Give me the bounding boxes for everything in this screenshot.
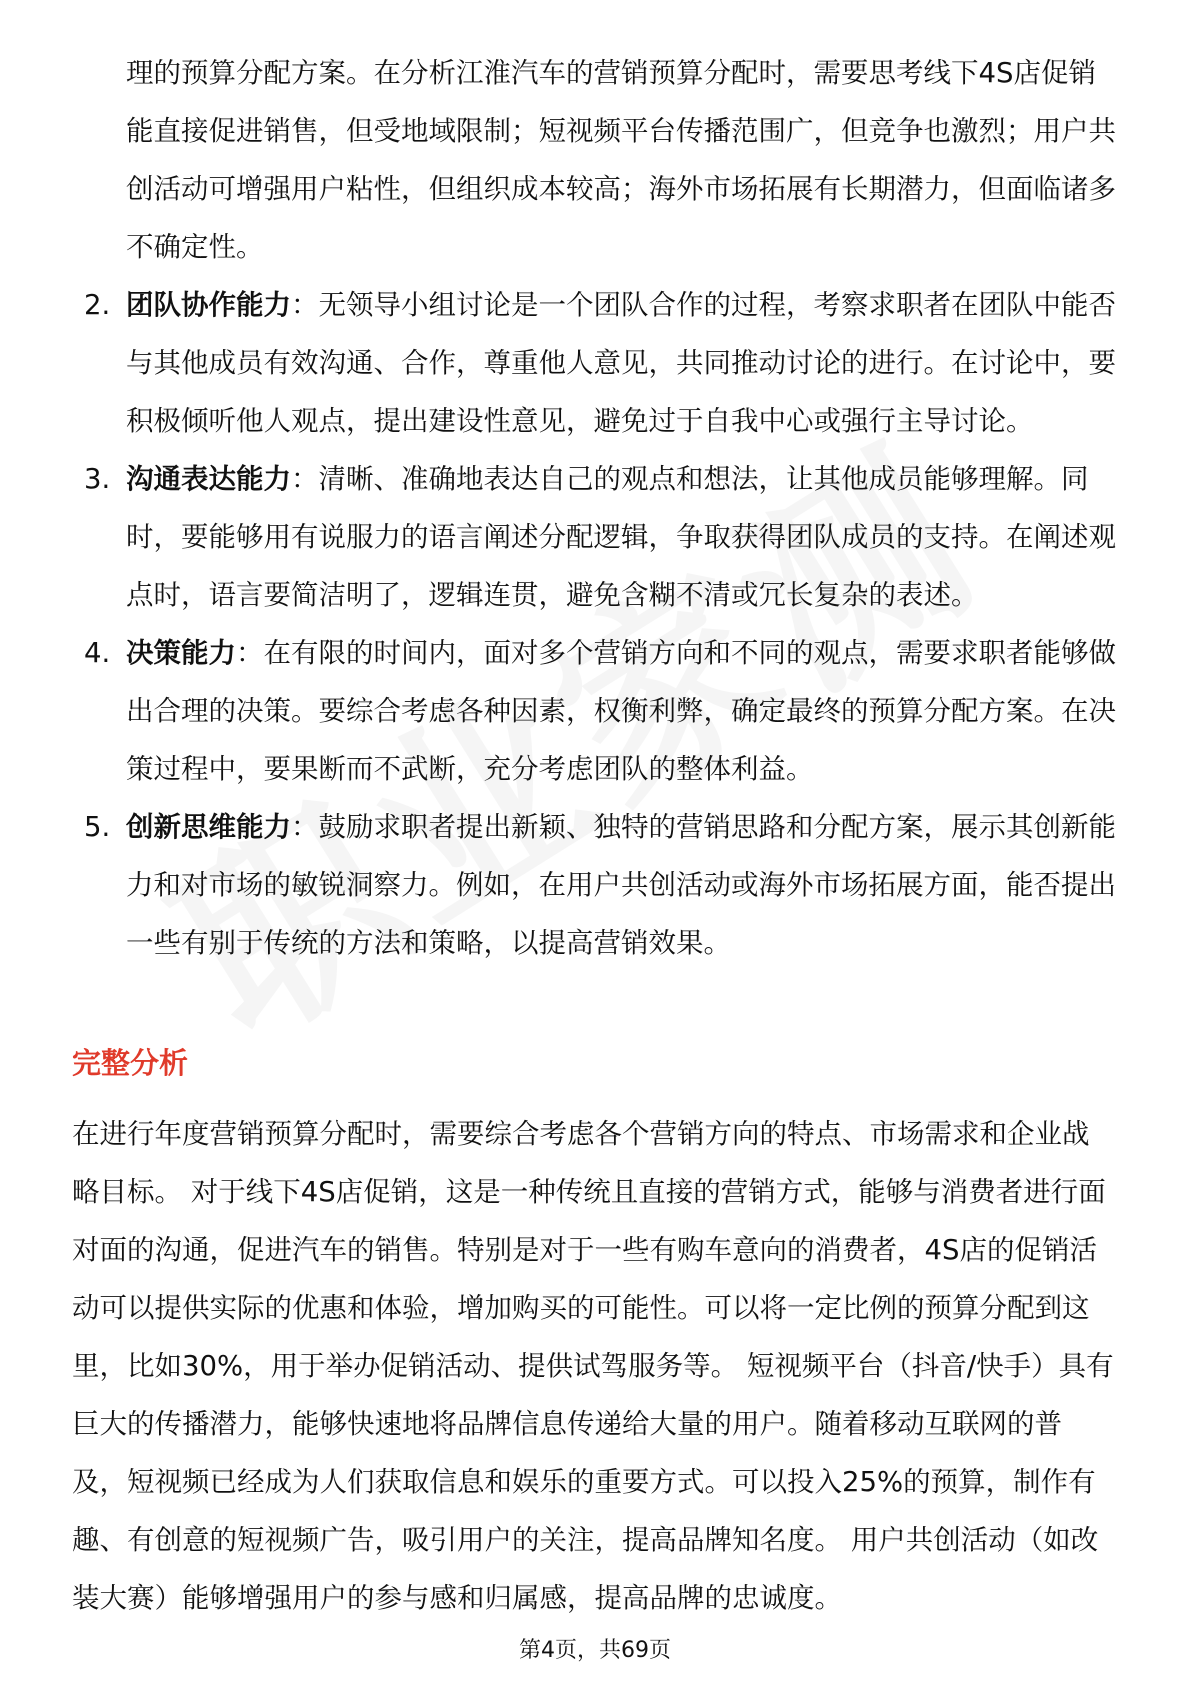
list-item — [84, 624, 1116, 798]
list-item-title: 决策能力 — [126, 637, 236, 669]
list-item-title: 创新思维能力 — [126, 811, 291, 843]
list-item — [84, 798, 1116, 972]
list-item-number: 2. — [84, 289, 111, 321]
list-item-title: 团队协作能力 — [126, 289, 291, 321]
list-item — [84, 276, 1116, 450]
list-item — [84, 450, 1116, 624]
section-heading: 完整分析 — [72, 1046, 189, 1080]
list-item-title: 沟通表达能力 — [126, 463, 291, 495]
list-item-text: ：无领导小组讨论是一个团队合作的过程，考察求职者在团队中能否与其他成员有效沟通、合作，尊重他人意见，共同推动讨论的进行。在讨论中，要积极倾听他人观点，提出建设性意见，避免过于自我中心或强行主导讨论。 — [126, 289, 1116, 437]
list-item-text: ：清晰、准确地表达自己的观点和想法，让其他成员能够理解。同时，要能够用有说服力的语言阐述分配逻辑，争取获得团队成员的支持。在阐述观点时，语言要简洁明了，逻辑连贯，避免含糊不清或冗长复杂的表述。 — [126, 463, 1116, 611]
list-item-number: 3. — [84, 463, 111, 495]
list-item-text: ：在有限的时间内，面对多个营销方向和不同的观点，需要求职者能够做出合理的决策。要综合考虑各种因素，权衡利弊，确定最终的预算分配方案。在决策过程中，要果断而不武断，充分考虑团队的整体利益。 — [126, 637, 1116, 785]
continuation-paragraph: 理的预算分配方案。在分析江淮汽车的营销预算分配时，需要思考线下4S店促销能直接促进销售，但受地域限制；短视频平台传播范围广，但竞争也激烈；用户共创活动可增强用户粘性，但组织成本较高；海外市场拓展有长期潜力，但面临诸多不确定性。 — [126, 57, 1116, 263]
page-number: 第4页，共69页 — [519, 1638, 671, 1663]
analysis-paragraph: 在进行年度营销预算分配时，需要综合考虑各个营销方向的特点、市场需求和企业战略目标。 对于线下4S店促销，这是一种传统且直接的营销方式，能够与消费者进行面对面的沟通，促进汽车的销售。特别是对于一些有购车意向的消费者，4S店的促销活动可以提供实际的优惠和体验，增加购买的可能性。可以将一定比例的预算分配到这里，比如30%，用于举办促销活动、提供试驾服务等。 短视频平台（抖音/快手）具有巨大的传播潜力，能够快速地将品牌信息传递给大量的用户。随着移动互联网的普及，短视频已经成为人们获取信息和娱乐的重要方式。可以投入25%的预算，制作有趣、有创意的短视频广告，吸引用户的关注，提高品牌知名度。 用户共创活动（如改装大赛）能够增强用户的参与感和归属感，提高品牌的忠诚度。 — [72, 1118, 1114, 1614]
list-item-text: ：鼓励求职者提出新颖、独特的营销思路和分配方案，展示其创新能力和对市场的敏锐洞察力。例如，在用户共创活动或海外市场拓展方面，能否提出一些有别于传统的方法和策略，以提高营销效果。 — [126, 811, 1116, 959]
ability-list — [84, 276, 1116, 972]
list-item-number: 5. — [84, 811, 111, 843]
list-item-number: 4. — [84, 637, 111, 669]
